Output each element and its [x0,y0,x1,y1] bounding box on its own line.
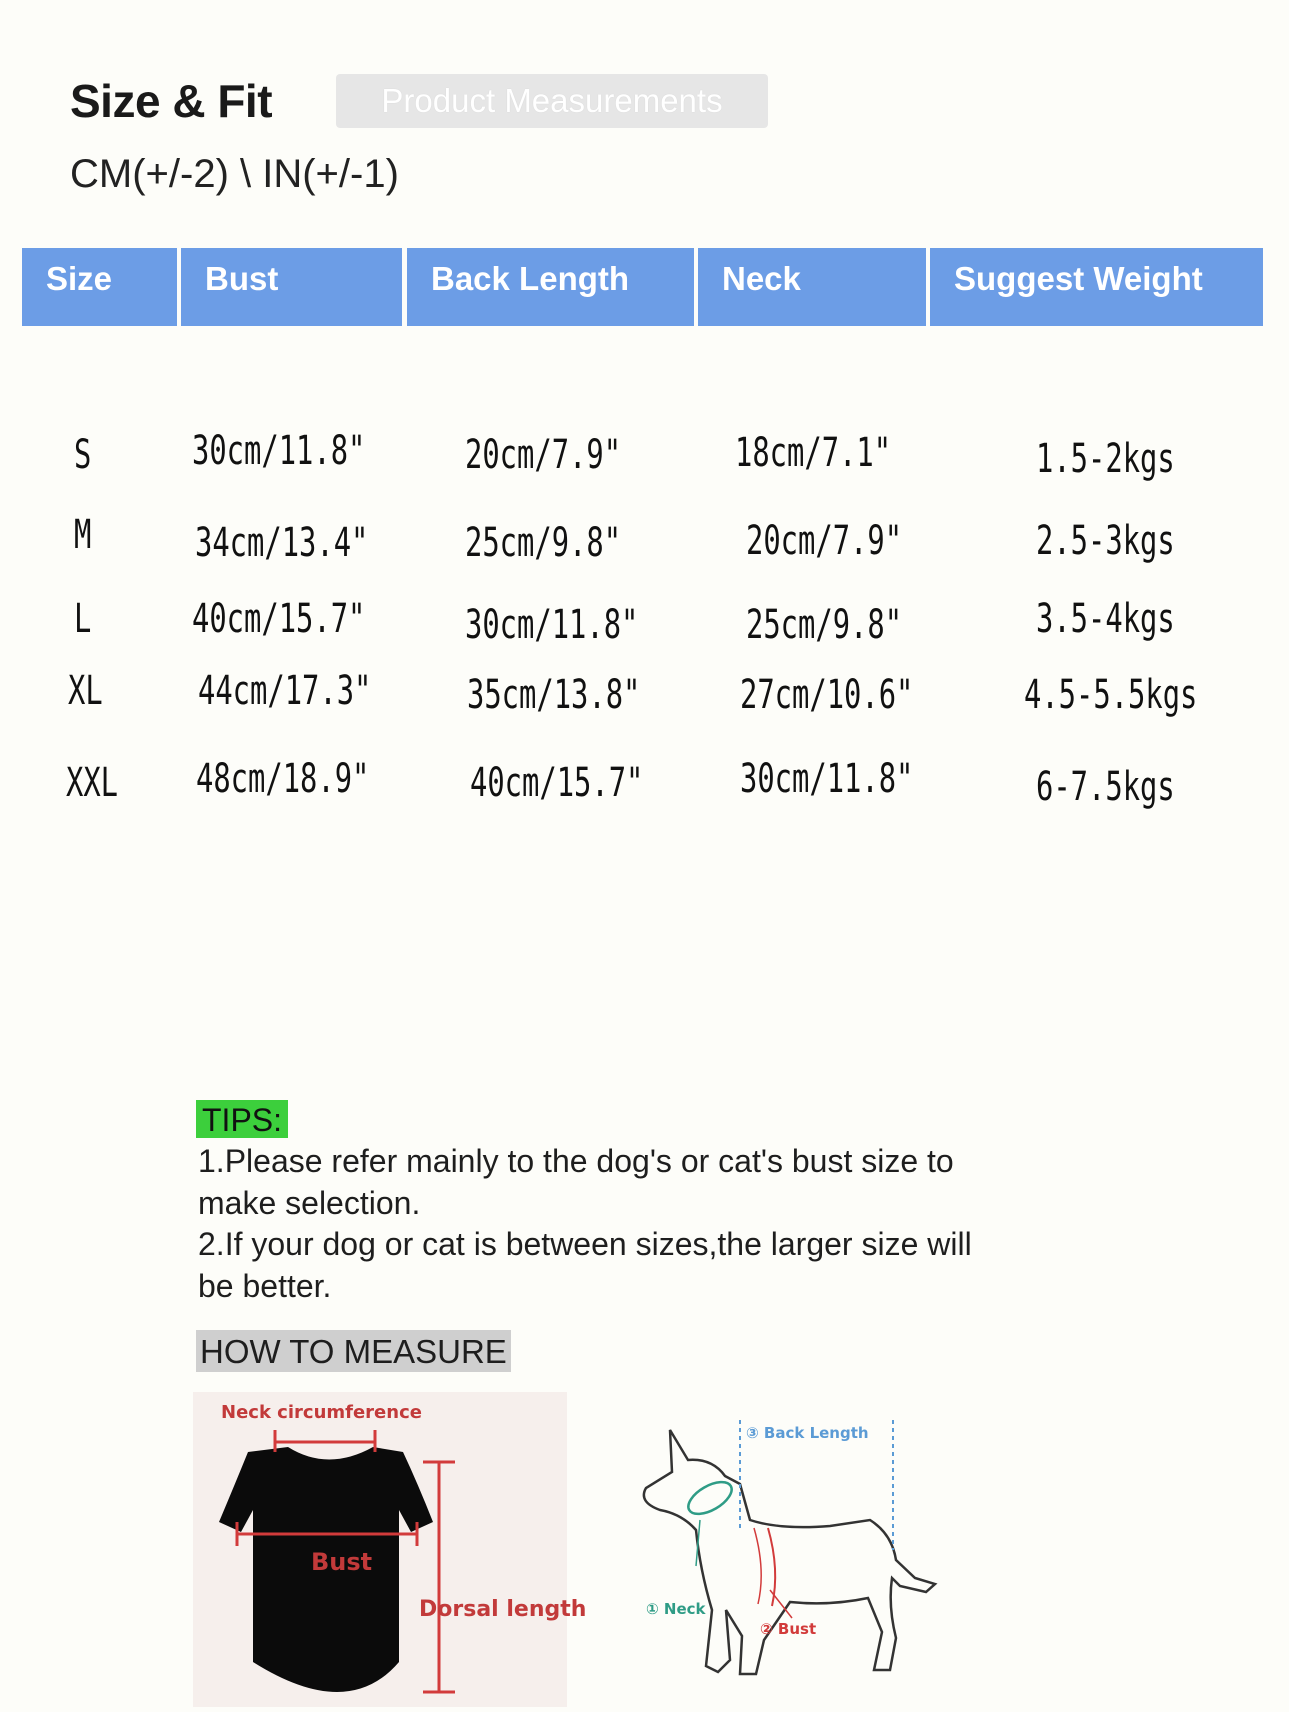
how-to-measure-heading: HOW TO MEASURE [196,1330,511,1372]
product-measurements-tab[interactable]: Product Measurements [336,74,768,128]
back-length-cell: 35cm/13.8" [467,672,641,718]
bust-cell: 48cm/18.9" [196,756,370,802]
unit-tolerance-note: CM(+/-2) \ IN(+/-1) [70,152,399,196]
neck-cell: 27cm/10.6" [740,672,914,718]
size-cell: S [74,432,92,478]
tip-line: make selection. [198,1185,421,1221]
bust-cell: 44cm/17.3" [198,668,372,714]
tip-line: 1.Please refer mainly to the dog's or cat's bust size to [198,1143,954,1179]
bust-cell: 34cm/13.4" [195,520,369,566]
bust-cell: 30cm/11.8" [192,428,366,474]
back-length-label: ③ Back Length [746,1424,869,1442]
size-cell: L [74,596,92,642]
dorsal-length-label: Dorsal length [419,1597,587,1622]
back-length-cell: 25cm/9.8" [465,520,622,566]
bust-label: Bust [311,1548,373,1576]
column-header-size: Size [22,248,177,326]
size-cell: XL [68,668,103,714]
weight-cell: 4.5-5.5kgs [1024,672,1198,718]
weight-cell: 3.5-4kgs [1036,596,1175,642]
shirt-measure-illustration [193,1392,587,1707]
neck-circumference-label: Neck circumference [221,1402,422,1423]
shirt-diagram [193,1392,587,1707]
weight-cell: 6-7.5kgs [1036,764,1175,810]
size-cell: M [74,512,92,558]
neck-ring [683,1476,737,1521]
neck-cell: 18cm/7.1" [735,430,892,476]
weight-cell: 2.5-3kgs [1036,518,1175,564]
size-table-header [22,248,1263,326]
column-header-back-length: Back Length [407,248,694,326]
tip-line: 2.If your dog or cat is between sizes,the larger size will [198,1226,972,1262]
weight-cell: 1.5-2kgs [1036,436,1175,482]
tips-heading: TIPS: [196,1100,288,1138]
page-title: Size & Fit [70,75,273,127]
column-header-neck: Neck [698,248,926,326]
tip-line: be better. [198,1268,332,1304]
column-header-bust: Bust [181,248,402,326]
dog-bust-label: ② Bust [760,1620,817,1638]
neck-cell: 20cm/7.9" [746,518,903,564]
back-length-cell: 20cm/7.9" [465,432,622,478]
back-length-cell: 30cm/11.8" [465,602,639,648]
back-length-cell: 40cm/15.7" [470,760,644,806]
dog-measure-illustration [630,1410,960,1700]
dog-neck-label: ① Neck [646,1600,706,1618]
column-header-suggest-weight: Suggest Weight [930,248,1263,326]
dog-diagram [630,1410,960,1700]
size-cell: XXL [66,760,119,806]
bust-cell: 40cm/15.7" [192,596,366,642]
neck-cell: 30cm/11.8" [740,756,914,802]
neck-cell: 25cm/9.8" [746,602,903,648]
